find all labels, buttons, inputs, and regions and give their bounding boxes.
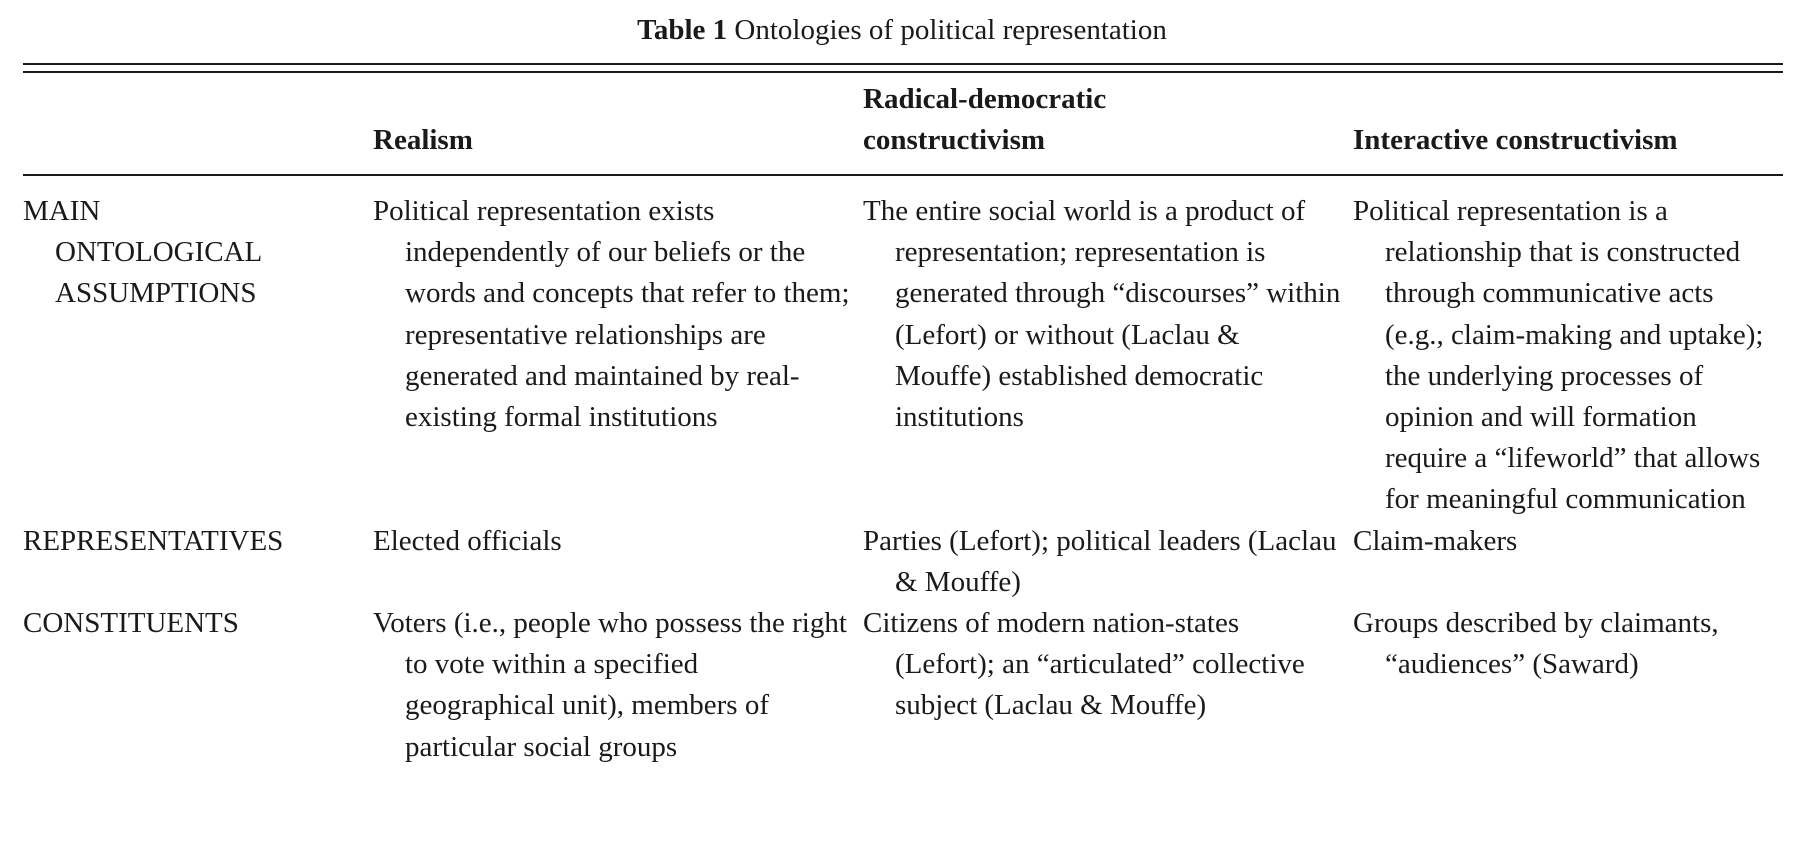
table-caption-label: Table 1: [637, 14, 728, 46]
table-row-constituents: [23, 603, 1783, 768]
cell-radical-constituents: Citizens of modern nation-states (Lefort); an “articulated” collective subject (Laclau & Mouffe): [863, 607, 1305, 722]
cell-realism-constituents: Voters (i.e., people who possess the right to vote within a specified geographical unit), members of particular social groups: [373, 607, 847, 763]
header-interactive-constructivism: Interactive constructivism: [1353, 124, 1678, 156]
row-label-main-ontological-assumptions: MAIN ONTOLOGICAL ASSUMPTIONS: [23, 195, 263, 310]
header-radical-democratic-constructivism: Radical-democratic constructivism: [863, 83, 1107, 156]
cell-interactive-constituents: Groups described by claimants, “audiences” (Saward): [1353, 607, 1719, 681]
cell-radical-representatives: Parties (Lefort); political leaders (Laclau & Mouffe): [863, 524, 1337, 598]
header-realism: Realism: [373, 124, 473, 156]
cell-interactive-assumptions: Political representation is a relationship that is constructed through communicative acts (e.g., claim-making and uptake); the underlying processes of opinion and will formation require a “lifeworld” that allows for meaningful communication: [1353, 195, 1764, 516]
cell-realism-representatives: Elected officials: [373, 524, 562, 557]
row-label-representatives: REPRESENTATIVES: [23, 524, 284, 557]
table-row-main-ontological-assumptions: [23, 179, 1783, 521]
header-empty: [23, 73, 373, 179]
header-row: [23, 73, 1783, 179]
top-rule-outer: [23, 63, 1783, 65]
cell-interactive-representatives: Claim-makers: [1353, 524, 1518, 557]
cell-realism-assumptions: Political representation exists independently of our beliefs or the words and concepts that refer to them; representative relationships are generated and maintained by real-existing formal institutions: [373, 195, 850, 434]
table-caption: [0, 12, 1804, 48]
table-caption-title: Ontologies of political representation: [734, 14, 1167, 46]
cell-radical-assumptions: The entire social world is a product of representation; representation is generated through “discourses” within (Lefort) or without (Laclau & Mouffe) established democratic institutions: [863, 195, 1341, 434]
ontologies-table: [23, 73, 1783, 768]
table-row-representatives: [23, 521, 1783, 603]
row-label-constituents: CONSTITUENTS: [23, 607, 239, 640]
